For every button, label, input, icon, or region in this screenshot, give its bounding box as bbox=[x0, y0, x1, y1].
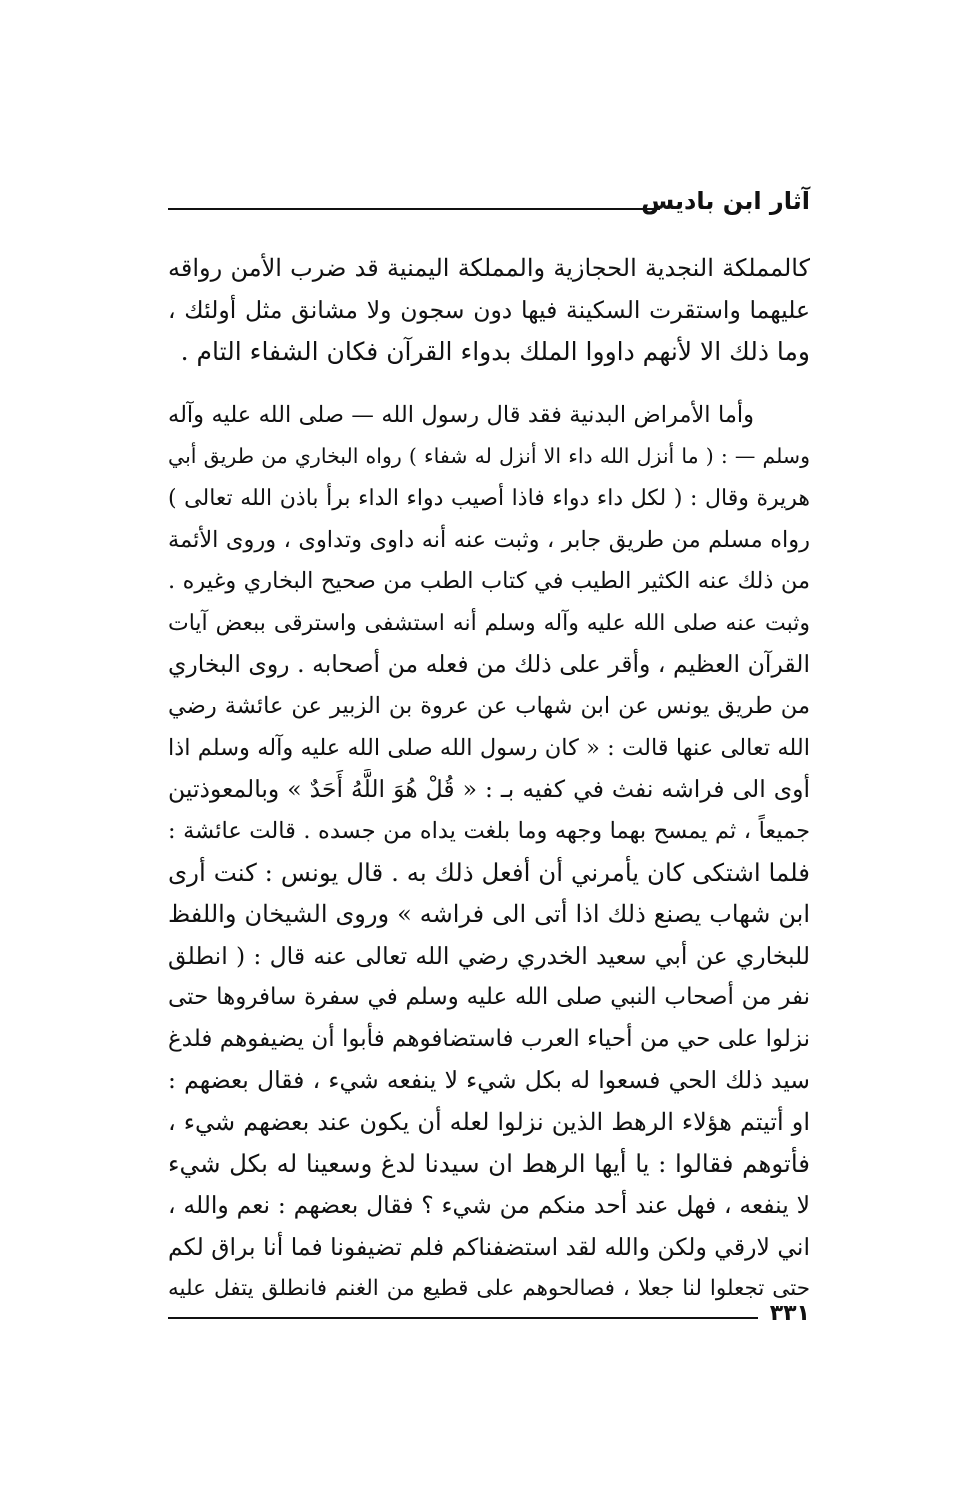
paragraph-2 bbox=[168, 395, 810, 1310]
text-line: نفر من أصحاب النبي صلى الله عليه وسلم في سفرة سافروها حتى bbox=[168, 984, 810, 1011]
text-line: لا ينفعه ، فهل عند أحد منكم من شيء ؟ فقال بعضهم : نعم والله ، bbox=[168, 1191, 810, 1220]
header-rule bbox=[168, 208, 660, 210]
paragraph-1 bbox=[168, 248, 810, 373]
text-line: رواه مسلم من طريق جابر ، وثبت عنه أنه داوى وتداوى ، وروى الأئمة bbox=[168, 526, 810, 553]
text-line: جميعاً ، ثم يمسح بهما وجهه وما بلغت يداه من جسده . قالت عائشة : bbox=[168, 817, 810, 844]
text-line: القرآن العظيم ، وأقر على ذلك من فعله من أصحابه . روى البخاري bbox=[168, 650, 810, 679]
running-header bbox=[168, 186, 810, 220]
running-header-title: آثار ابن باديس bbox=[641, 187, 810, 215]
body-text bbox=[168, 248, 810, 1310]
text-line: للبخاري عن أبي سعيد الخدري رضي الله تعالى عنه قال : ( انطلق bbox=[168, 941, 810, 970]
text-line: وأما الأمراض البدنية فقد قال رسول الله — صلى الله عليه وآله bbox=[168, 401, 754, 428]
text-line: نزلوا على حي من أحياء العرب فاستضافوهم فأبوا أن يضيفوهم فلدغ bbox=[168, 1025, 810, 1052]
text-line: وما ذلك الا لأنهم داووا الملك بدواء القرآن فكان الشفاء التام . bbox=[180, 337, 810, 367]
text-line: فأتوهم فقالوا : يا أيها الرهط ان سيدنا لدغ وسعينا له بكل شيء bbox=[168, 1149, 810, 1179]
text-line: عليهما واستقرت السكينة فيها دون سجون ولا مشانق مثل أولئك ، bbox=[168, 295, 810, 324]
page-number: ٣٣١ bbox=[769, 1301, 810, 1326]
text-line: من ذلك عنه الكثير الطيب في كتاب الطب من صحيح البخاري وغيره . bbox=[168, 568, 810, 595]
text-line: كالمملكة النجدية الحجازية والمملكة اليمنية قد ضرب الأمن رواقه bbox=[168, 254, 810, 282]
text-line: حتى تجعلوا لنا جعلا ، فصالحوهم على قطيع من الغنم فانطلق يتفل عليه bbox=[168, 1276, 810, 1302]
text-line: وثبت عنه صلى الله عليه وآله وسلم أنه استشفى واسترقى ببعض آيات bbox=[168, 610, 810, 636]
text-line: اني لارقي ولكن والله لقد استضفناكم فلم تضيفونا فما أنا براق لكم bbox=[168, 1232, 810, 1261]
text-line: سيد ذلك الحي فسعوا له بكل شيء لا ينفعه شيء ، فقال بعضهم : bbox=[168, 1066, 810, 1095]
text-line: وسلم — : ( ما أنزل الله داء الا أنزل له شفاء ) رواه البخاري من طريق أبي bbox=[168, 444, 810, 469]
page-footer bbox=[168, 1300, 810, 1334]
footer-rule bbox=[168, 1317, 758, 1319]
text-line: فلما اشتكى كان يأمرني أن أفعل ذلك به . قال يونس : كنت أرى bbox=[168, 858, 810, 888]
text-line: ابن شهاب يصنع ذلك اذا أتى الى فراشه » وروى الشيخان واللفظ bbox=[168, 899, 810, 928]
text-line: او أتيتم هؤلاء الرهط الذين نزلوا لعله أن يكون عند بعضهم شيء ، bbox=[168, 1107, 810, 1136]
text-line: أوى الى فراشه نفث في كفيه بـ : « قُلْ هُوَ اللَّهُ أَحَدٌ » وبالمعوذتين bbox=[168, 775, 810, 804]
text-line: هريرة وقال : ( لكل داء دواء فاذا أصيب دواء الداء برأ باذن الله تعالى ) bbox=[168, 485, 810, 511]
text-line: الله تعالى عنها قالت : « كان رسول الله صلى الله عليه وآله وسلم اذا bbox=[168, 734, 810, 761]
text-line: من طريق يونس عن ابن شهاب عن عروة بن الزبير عن عائشة رضي bbox=[168, 692, 810, 719]
